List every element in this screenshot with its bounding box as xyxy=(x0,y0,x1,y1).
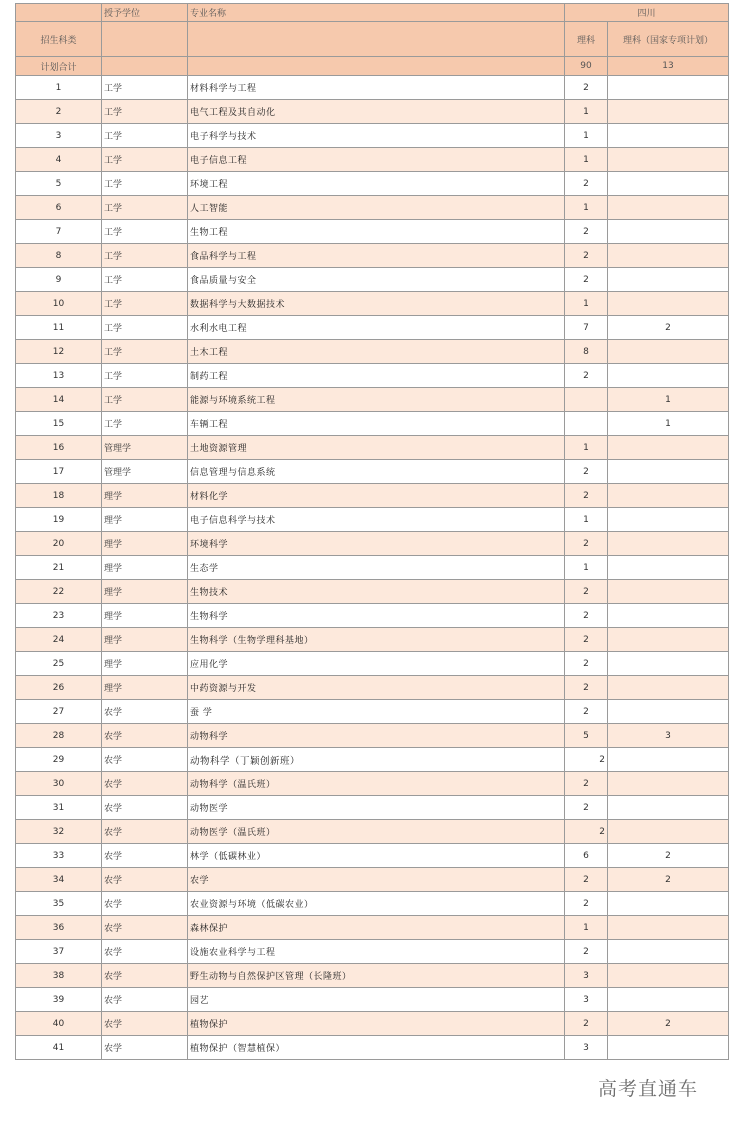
major-name-cell: 食品质量与安全 xyxy=(188,268,565,292)
special-quota-cell xyxy=(608,820,729,844)
major-name-cell: 材料科学与工程 xyxy=(188,76,565,100)
table-row xyxy=(16,196,729,220)
degree-cell: 工学 xyxy=(102,364,188,388)
major-name-cell: 食品科学与工程 xyxy=(188,244,565,268)
table-row xyxy=(16,604,729,628)
science-quota-cell: 1 xyxy=(565,436,608,460)
science-quota-cell: 2 xyxy=(565,652,608,676)
header-blank-cell xyxy=(102,22,188,57)
province-header: 四川 xyxy=(565,4,729,22)
science-quota-cell: 1 xyxy=(565,556,608,580)
science-quota-cell: 2 xyxy=(565,580,608,604)
major-name-cell: 环境工程 xyxy=(188,172,565,196)
special-quota-cell xyxy=(608,1036,729,1060)
row-number: 10 xyxy=(16,292,102,316)
special-quota-cell xyxy=(608,436,729,460)
special-quota-cell xyxy=(608,460,729,484)
row-number: 33 xyxy=(16,844,102,868)
science-quota-cell: 2 xyxy=(565,268,608,292)
table-row xyxy=(16,412,729,436)
major-name-cell: 蚕 学 xyxy=(188,700,565,724)
row-number: 28 xyxy=(16,724,102,748)
degree-cell: 工学 xyxy=(102,292,188,316)
table-row xyxy=(16,1036,729,1060)
major-name-cell: 动物医学 xyxy=(188,796,565,820)
major-name-cell: 设施农业科学与工程 xyxy=(188,940,565,964)
special-quota-cell xyxy=(608,916,729,940)
major-name-cell: 动物科学（温氏班） xyxy=(188,772,565,796)
major-name-cell: 中药资源与开发 xyxy=(188,676,565,700)
row-number: 25 xyxy=(16,652,102,676)
degree-cell: 农学 xyxy=(102,964,188,988)
major-name-cell: 电子科学与技术 xyxy=(188,124,565,148)
row-number: 26 xyxy=(16,676,102,700)
major-name-cell: 动物科学 xyxy=(188,724,565,748)
row-number: 29 xyxy=(16,748,102,772)
degree-cell: 工学 xyxy=(102,340,188,364)
table-row xyxy=(16,868,729,892)
table-row xyxy=(16,340,729,364)
degree-cell: 工学 xyxy=(102,268,188,292)
table-row xyxy=(16,508,729,532)
row-number: 21 xyxy=(16,556,102,580)
degree-cell: 工学 xyxy=(102,172,188,196)
row-number: 39 xyxy=(16,988,102,1012)
table-row xyxy=(16,268,729,292)
degree-cell: 农学 xyxy=(102,820,188,844)
degree-cell: 农学 xyxy=(102,724,188,748)
degree-cell: 农学 xyxy=(102,916,188,940)
row-number: 38 xyxy=(16,964,102,988)
table-row xyxy=(16,460,729,484)
row-number: 23 xyxy=(16,604,102,628)
enrollment-plan-table xyxy=(15,3,729,1060)
special-quota-cell xyxy=(608,772,729,796)
table-row xyxy=(16,76,729,100)
header-blank-cell xyxy=(188,57,565,76)
degree-cell: 理学 xyxy=(102,556,188,580)
table-row xyxy=(16,628,729,652)
major-name-cell: 环境科学 xyxy=(188,532,565,556)
major-name-cell: 生物技术 xyxy=(188,580,565,604)
row-number: 12 xyxy=(16,340,102,364)
degree-cell: 农学 xyxy=(102,748,188,772)
row-number: 37 xyxy=(16,940,102,964)
table-row xyxy=(16,748,729,772)
major-name-cell: 应用化学 xyxy=(188,652,565,676)
science-quota-cell: 2 xyxy=(565,892,608,916)
major-name-cell: 电子信息科学与技术 xyxy=(188,508,565,532)
row-number: 30 xyxy=(16,772,102,796)
special-quota-cell xyxy=(608,244,729,268)
major-name-cell: 信息管理与信息系统 xyxy=(188,460,565,484)
science-quota-cell: 3 xyxy=(565,988,608,1012)
degree-column-header: 授予学位 xyxy=(102,4,188,22)
degree-cell: 农学 xyxy=(102,700,188,724)
major-name-cell: 能源与环境系统工程 xyxy=(188,388,565,412)
total-label: 计划合计 xyxy=(16,57,102,76)
row-number: 5 xyxy=(16,172,102,196)
science-quota-cell: 2 xyxy=(565,364,608,388)
table-row xyxy=(16,100,729,124)
science-quota-cell: 2 xyxy=(565,676,608,700)
table-row xyxy=(16,724,729,748)
table-row xyxy=(16,292,729,316)
special-quota-cell xyxy=(608,340,729,364)
row-number: 8 xyxy=(16,244,102,268)
science-quota-cell: 1 xyxy=(565,100,608,124)
table-row xyxy=(16,580,729,604)
degree-cell: 工学 xyxy=(102,316,188,340)
science-quota-cell: 2 xyxy=(565,244,608,268)
major-name-cell: 森林保护 xyxy=(188,916,565,940)
header-blank-cell xyxy=(16,4,102,22)
row-number: 31 xyxy=(16,796,102,820)
table-row xyxy=(16,988,729,1012)
special-quota-cell xyxy=(608,652,729,676)
special-quota-cell: 1 xyxy=(608,388,729,412)
row-number: 40 xyxy=(16,1012,102,1036)
science-quota-cell: 2 xyxy=(565,484,608,508)
table-row xyxy=(16,484,729,508)
special-quota-cell xyxy=(608,556,729,580)
degree-cell: 农学 xyxy=(102,988,188,1012)
table-row xyxy=(16,556,729,580)
special-quota-cell xyxy=(608,172,729,196)
special-quota-cell xyxy=(608,292,729,316)
science-quota-cell: 2 xyxy=(565,220,608,244)
degree-cell: 理学 xyxy=(102,628,188,652)
table-row xyxy=(16,796,729,820)
degree-cell: 工学 xyxy=(102,388,188,412)
row-number: 4 xyxy=(16,148,102,172)
science-quota-cell: 2 xyxy=(565,772,608,796)
special-quota-cell: 2 xyxy=(608,868,729,892)
table-row xyxy=(16,652,729,676)
table-row xyxy=(16,964,729,988)
table-row xyxy=(16,220,729,244)
row-number: 16 xyxy=(16,436,102,460)
table-row xyxy=(16,700,729,724)
degree-cell: 理学 xyxy=(102,604,188,628)
major-name-cell: 电气工程及其自动化 xyxy=(188,100,565,124)
major-name-cell: 生态学 xyxy=(188,556,565,580)
major-name-cell: 植物保护（智慧植保） xyxy=(188,1036,565,1060)
row-number: 34 xyxy=(16,868,102,892)
table-row xyxy=(16,172,729,196)
special-quota-cell xyxy=(608,988,729,1012)
special-quota-cell xyxy=(608,148,729,172)
table-row xyxy=(16,316,729,340)
science-quota-cell: 2 xyxy=(565,532,608,556)
major-name-cell: 生物工程 xyxy=(188,220,565,244)
special-quota-cell xyxy=(608,940,729,964)
table-row xyxy=(16,1012,729,1036)
special-quota-cell xyxy=(608,604,729,628)
science-quota-cell: 2 xyxy=(565,796,608,820)
degree-cell: 农学 xyxy=(102,868,188,892)
special-quota-cell: 2 xyxy=(608,844,729,868)
major-name-cell: 数据科学与大数据技术 xyxy=(188,292,565,316)
special-plan-column-header: 理科（国家专项计划） xyxy=(608,22,729,57)
science-quota-cell: 2 xyxy=(565,460,608,484)
table-row xyxy=(16,772,729,796)
table-row xyxy=(16,436,729,460)
major-name-cell: 植物保护 xyxy=(188,1012,565,1036)
special-quota-cell xyxy=(608,892,729,916)
science-quota-cell: 2 xyxy=(565,700,608,724)
special-quota-cell xyxy=(608,700,729,724)
row-number: 20 xyxy=(16,532,102,556)
degree-cell: 理学 xyxy=(102,532,188,556)
row-number: 1 xyxy=(16,76,102,100)
total-row xyxy=(16,57,729,76)
row-number: 3 xyxy=(16,124,102,148)
degree-cell: 理学 xyxy=(102,580,188,604)
major-name-cell: 动物科学（丁颖创新班） xyxy=(188,748,565,772)
row-number: 13 xyxy=(16,364,102,388)
science-quota-cell xyxy=(565,388,608,412)
science-quota-cell xyxy=(565,412,608,436)
science-quota-cell: 2 xyxy=(565,820,608,844)
science-column-header: 理科 xyxy=(565,22,608,57)
degree-cell: 农学 xyxy=(102,1036,188,1060)
science-quota-cell: 2 xyxy=(565,868,608,892)
degree-cell: 农学 xyxy=(102,772,188,796)
degree-cell: 农学 xyxy=(102,940,188,964)
header-blank-cell xyxy=(102,57,188,76)
science-quota-cell: 1 xyxy=(565,196,608,220)
science-quota-cell: 2 xyxy=(565,172,608,196)
special-quota-cell xyxy=(608,124,729,148)
special-quota-cell xyxy=(608,796,729,820)
watermark-text: 高考直通车 xyxy=(598,1078,699,1100)
category-label: 招生科类 xyxy=(16,22,102,57)
science-quota-cell: 5 xyxy=(565,724,608,748)
science-quota-cell: 2 xyxy=(565,748,608,772)
science-quota-cell: 3 xyxy=(565,1036,608,1060)
degree-cell: 工学 xyxy=(102,76,188,100)
science-quota-cell: 8 xyxy=(565,340,608,364)
major-name-cell: 制药工程 xyxy=(188,364,565,388)
science-quota-cell: 6 xyxy=(565,844,608,868)
table-row xyxy=(16,124,729,148)
major-name-cell: 野生动物与自然保护区管理（长隆班） xyxy=(188,964,565,988)
row-number: 2 xyxy=(16,100,102,124)
science-quota-cell: 3 xyxy=(565,964,608,988)
major-name-cell: 农业资源与环境（低碳农业） xyxy=(188,892,565,916)
row-number: 14 xyxy=(16,388,102,412)
science-quota-cell: 1 xyxy=(565,148,608,172)
table-row xyxy=(16,892,729,916)
major-name-cell: 土木工程 xyxy=(188,340,565,364)
row-number: 36 xyxy=(16,916,102,940)
degree-cell: 工学 xyxy=(102,220,188,244)
special-quota-cell xyxy=(608,532,729,556)
degree-cell: 农学 xyxy=(102,844,188,868)
row-number: 27 xyxy=(16,700,102,724)
table-row xyxy=(16,820,729,844)
special-quota-cell xyxy=(608,508,729,532)
row-number: 35 xyxy=(16,892,102,916)
degree-cell: 理学 xyxy=(102,484,188,508)
degree-cell: 农学 xyxy=(102,1012,188,1036)
table-row xyxy=(16,364,729,388)
special-quota-cell: 3 xyxy=(608,724,729,748)
special-quota-cell: 1 xyxy=(608,412,729,436)
science-quota-cell: 2 xyxy=(565,628,608,652)
special-quota-cell xyxy=(608,580,729,604)
science-quota-cell: 1 xyxy=(565,292,608,316)
science-quota-cell: 2 xyxy=(565,604,608,628)
science-quota-cell: 2 xyxy=(565,76,608,100)
special-quota-cell xyxy=(608,628,729,652)
row-number: 24 xyxy=(16,628,102,652)
major-name-cell: 林学（低碳林业） xyxy=(188,844,565,868)
major-name-cell: 人工智能 xyxy=(188,196,565,220)
special-quota-cell xyxy=(608,484,729,508)
science-quota-cell: 1 xyxy=(565,124,608,148)
special-quota-cell xyxy=(608,268,729,292)
degree-cell: 工学 xyxy=(102,196,188,220)
header-row-1 xyxy=(16,4,729,22)
row-number: 6 xyxy=(16,196,102,220)
table-row xyxy=(16,148,729,172)
science-quota-cell: 2 xyxy=(565,940,608,964)
degree-cell: 工学 xyxy=(102,148,188,172)
degree-cell: 管理学 xyxy=(102,460,188,484)
special-quota-cell xyxy=(608,196,729,220)
major-name-cell: 水利水电工程 xyxy=(188,316,565,340)
science-quota-cell: 1 xyxy=(565,508,608,532)
major-name-cell: 生物科学（生物学理科基地） xyxy=(188,628,565,652)
total-science-value: 90 xyxy=(565,57,608,76)
table-row xyxy=(16,388,729,412)
major-name-cell: 动物医学（温氏班） xyxy=(188,820,565,844)
degree-cell: 工学 xyxy=(102,100,188,124)
header-row-2 xyxy=(16,22,729,57)
total-special-value: 13 xyxy=(608,57,729,76)
special-quota-cell xyxy=(608,220,729,244)
major-name-cell: 农学 xyxy=(188,868,565,892)
degree-cell: 工学 xyxy=(102,124,188,148)
major-name-cell: 土地资源管理 xyxy=(188,436,565,460)
science-quota-cell: 1 xyxy=(565,916,608,940)
special-quota-cell xyxy=(608,76,729,100)
row-number: 9 xyxy=(16,268,102,292)
table-row xyxy=(16,676,729,700)
special-quota-cell: 2 xyxy=(608,316,729,340)
row-number: 18 xyxy=(16,484,102,508)
table-row xyxy=(16,244,729,268)
major-name-cell: 车辆工程 xyxy=(188,412,565,436)
major-column-header: 专业名称 xyxy=(188,4,565,22)
degree-cell: 工学 xyxy=(102,244,188,268)
special-quota-cell xyxy=(608,748,729,772)
major-name-cell: 园艺 xyxy=(188,988,565,1012)
row-number: 32 xyxy=(16,820,102,844)
special-quota-cell xyxy=(608,676,729,700)
major-name-cell: 电子信息工程 xyxy=(188,148,565,172)
science-quota-cell: 7 xyxy=(565,316,608,340)
major-name-cell: 材料化学 xyxy=(188,484,565,508)
major-name-cell: 生物科学 xyxy=(188,604,565,628)
header-blank-cell xyxy=(188,22,565,57)
degree-cell: 农学 xyxy=(102,796,188,820)
science-quota-cell: 2 xyxy=(565,1012,608,1036)
special-quota-cell: 2 xyxy=(608,1012,729,1036)
degree-cell: 工学 xyxy=(102,412,188,436)
special-quota-cell xyxy=(608,364,729,388)
row-number: 22 xyxy=(16,580,102,604)
table-row xyxy=(16,940,729,964)
table-row xyxy=(16,916,729,940)
table-row xyxy=(16,532,729,556)
degree-cell: 理学 xyxy=(102,676,188,700)
row-number: 19 xyxy=(16,508,102,532)
table-row xyxy=(16,844,729,868)
degree-cell: 农学 xyxy=(102,892,188,916)
row-number: 41 xyxy=(16,1036,102,1060)
special-quota-cell xyxy=(608,964,729,988)
special-quota-cell xyxy=(608,100,729,124)
row-number: 15 xyxy=(16,412,102,436)
row-number: 7 xyxy=(16,220,102,244)
degree-cell: 管理学 xyxy=(102,436,188,460)
degree-cell: 理学 xyxy=(102,652,188,676)
row-number: 11 xyxy=(16,316,102,340)
row-number: 17 xyxy=(16,460,102,484)
degree-cell: 理学 xyxy=(102,508,188,532)
